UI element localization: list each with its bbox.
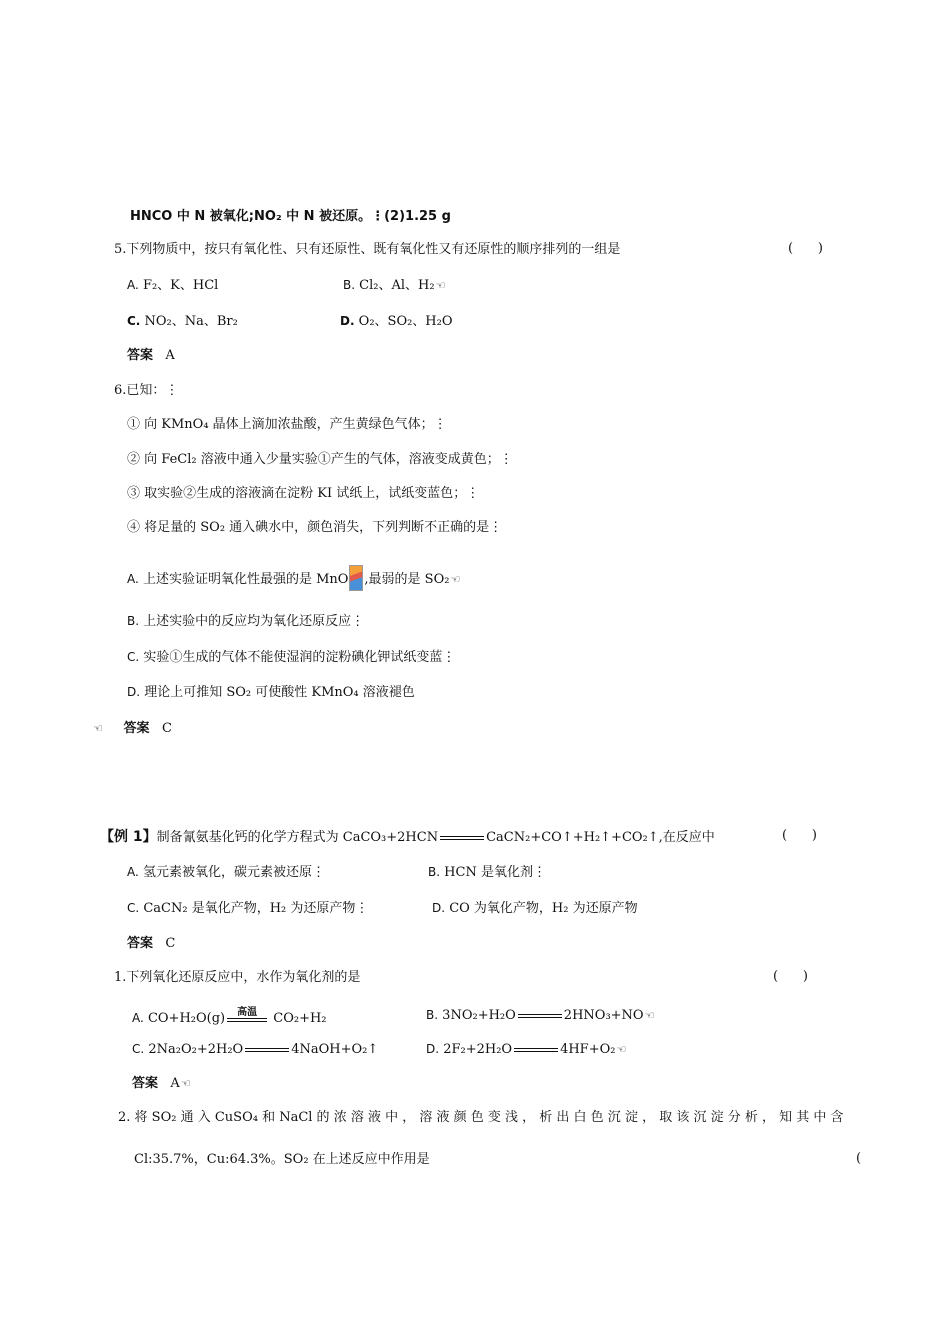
q2-paren: ( [856,1151,862,1166]
hand-pointer-icon: ☜ [450,573,461,586]
hand-pointer-icon: ☜ [644,1009,655,1022]
q5-answer: 答案 A [127,348,175,363]
q6-option-b: B. 上述实验中的反应均为氧化还原反应⋮ [127,614,365,629]
example-1-option-d: D. CO 为氧化产物，H₂ 为还原产物 [432,901,638,916]
example-1-tag: 【例 1】 [100,829,157,845]
hand-pointer-icon: ☜ [180,1077,191,1090]
equation-equals-sign [243,1045,291,1055]
example-1-option-a: A. 氢元素被氧化，碳元素被还原⋮ [127,865,325,880]
q1-option-d: D. 2F₂+2H₂O 4HF+O₂☜ [426,1042,627,1057]
q2-stem-line-1: 2. 将 SO₂ 通 入 CuSO₄ 和 NaCl 的 浓 溶 液 中 ， 溶 液 颜 色 变 浅 ， 析 出 白 色 沉 淀 ， 取 该 沉 淀 分 析 ， 知 其 中 含 [118,1110,844,1125]
equation-equals-sign [512,1045,560,1055]
example-1-option-b: B. HCN 是氧化剂⋮ [428,865,546,880]
q5-option-b: B. Cl₂、Al、H₂☜ [343,278,446,293]
q1-option-c: C. 2Na₂O₂+2H₂O 4NaOH+O₂↑ [132,1042,379,1057]
q6-item-3: ③ 取实验②生成的溶液滴在淀粉 KI 试纸上，试纸变蓝色；⋮ [127,486,480,501]
example-1-answer: 答案 C [127,936,176,951]
q5-option-c: C. NO₂、Na、Br₂ [127,314,238,329]
q5-stem: 5.下列物质中，按只有氧化性、只有还原性、既有氧化性又有还原性的顺序排列的一组是 [114,242,621,257]
q5-option-d: D. O₂、SO₂、H₂O [340,314,453,329]
q6-item-4: ④ 将足量的 SO₂ 通入碘水中，颜色消失，下列判断不正确的是⋮ [127,520,503,535]
q6-answer: ☜ 答案 C [93,721,172,736]
q1-answer: 答案 A☜ [132,1076,191,1091]
equation-equals-sign [438,833,486,843]
q6-option-a: A. 上述实验证明氧化性最强的是 MnO ,最弱的是 SO₂☜ [127,565,460,591]
q6-option-c: C. 实验①生成的气体不能使湿润的淀粉碘化钾试纸变蓝⋮ [127,650,456,665]
example-1-stem: 【例 1】制备氰氨基化钙的化学方程式为 CaCO₃+2HCN CaCN₂+CO↑+H₂↑+CO₂↑,在反应中 [100,829,715,845]
q6-option-d: D. 理论上可推知 SO₂ 可使酸性 KMnO₄ 溶液褪色 [127,685,415,700]
hand-pointer-icon: ☜ [435,279,446,292]
q6-stem: 6.已知：⋮ [114,383,179,398]
equation-equals-sign [516,1011,564,1021]
q1-option-a: A. CO+H₂O(g) 高温 CO₂+H₂ [132,1007,327,1026]
q5-paren: ( ) [788,241,823,256]
prev-answer-text: HNCO 中 N 被氧化;NO₂ 中 N 被还原。⋮(2)1.25 g [130,209,451,224]
q2-stem-line-2: Cl:35.7%，Cu:64.3%。SO₂ 在上述反应中作用是 [134,1152,430,1167]
q6-item-1: ① 向 KMnO₄ 晶体上滴加浓盐酸，产生黄绿色气体；⋮ [127,417,447,432]
reaction-condition: 高温 [225,1006,269,1028]
q1-option-b: B. 3NO₂+H₂O 2HNO₃+NO☜ [426,1008,655,1023]
prev-answer-line [130,208,451,226]
q5-option-a: A. F₂、K、HCl [127,278,219,293]
q1-stem: 1.下列氧化还原反应中，水作为氧化剂的是 [114,970,361,985]
hand-pointer-icon: ☜ [616,1043,627,1056]
embedded-image-icon [349,565,363,591]
hand-pointer-icon: ☜ [93,722,103,735]
example-1-option-c: C. CaCN₂ 是氧化产物，H₂ 为还原产物⋮ [127,901,369,916]
q1-paren: ( ) [773,969,808,984]
q6-item-2: ② 向 FeCl₂ 溶液中通入少量实验①产生的气体，溶液变成黄色；⋮ [127,452,513,467]
example-1-paren: ( ) [782,828,817,843]
